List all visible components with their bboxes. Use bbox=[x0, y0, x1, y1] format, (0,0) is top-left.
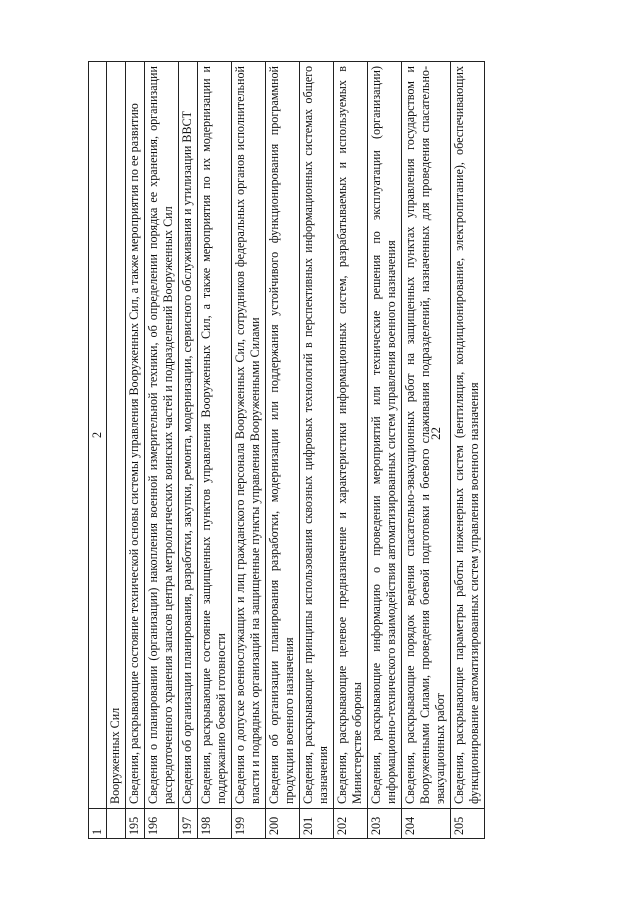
row-text-cell: Сведения, раскрывающие состояние защищенных пунктов управления Вооруженных Сил, а также мероприятия по их модернизации и поддержанию боевой готовности bbox=[198, 62, 232, 809]
row-text-cell: Сведения, раскрывающие порядок ведения спасательно-эвакуационных работ на защищенных пунктах управления государством и Вооруженными Силами, проведения боевой подготовки и боевого слаживания подразделений, назначенных для проведения спасательно-эвакуационных работ bbox=[402, 62, 451, 809]
row-number-cell: 198 bbox=[198, 809, 232, 839]
row-text-cell: Сведения, раскрывающие параметры работы инженерных систем (вентиляция, кондиционирование, электропитание), обеспечивающих функционирование автоматизированных систем управления военного назначения bbox=[451, 62, 485, 809]
row-number-cell: 202 bbox=[334, 809, 368, 839]
row-text-cell: Вооруженных Сил bbox=[107, 62, 126, 809]
table-row bbox=[334, 62, 368, 839]
row-number-cell bbox=[107, 809, 126, 839]
row-text-cell: Сведения об организации планирования разработки, модернизации или поддержания устойчивого функционирования программной продукции военного назначения bbox=[266, 62, 300, 809]
row-number-cell: 200 bbox=[266, 809, 300, 839]
rotated-page-content bbox=[88, 61, 584, 839]
row-number-cell: 201 bbox=[300, 809, 334, 839]
row-text-cell: Сведения, раскрывающие целевое предназначение и характеристики информационных систем, разрабатываемых и используемых в Министерстве обороны bbox=[334, 62, 368, 809]
table-row bbox=[232, 62, 266, 839]
row-text-cell: Сведения, раскрывающие информацию о проведении мероприятий или технические решения по эксплуатации (организации) информационно-технического взаимодействия автоматизированных систем управления военного назначения bbox=[368, 62, 402, 809]
row-text-cell: Сведения о планировании (организации) накопления военной измерительной техники, об определении порядка ее хранения, организации рассредоточенного хранения запасов центра метрологических воинских частей и подразделений Вооруженных Сил bbox=[145, 62, 179, 809]
row-number-cell: 196 bbox=[145, 809, 179, 839]
row-number-cell: 203 bbox=[368, 809, 402, 839]
row-number-cell: 204 bbox=[402, 809, 451, 839]
table-header-row bbox=[89, 62, 107, 839]
header-col-2: 2 bbox=[89, 62, 107, 809]
row-text-cell: Сведения, раскрывающие состояние технической основы системы управления Вооруженных Сил, а также мероприятия по ее развитию bbox=[126, 62, 145, 809]
table-row bbox=[179, 62, 198, 839]
table-row bbox=[300, 62, 334, 839]
row-number-cell: 197 bbox=[179, 809, 198, 839]
page-number: 22 bbox=[428, 427, 443, 440]
table-row bbox=[145, 62, 179, 839]
row-text-cell: Сведения о допуске военнослужащих и лиц гражданского персонала Вооруженных Сил, сотрудников федеральных органов исполнительной власти и подрядных организаций на защищенные пункты управления Вооруженными Силами bbox=[232, 62, 266, 809]
table-row bbox=[126, 62, 145, 839]
data-table bbox=[88, 61, 485, 839]
table-row bbox=[266, 62, 300, 839]
table-row-lead bbox=[107, 62, 126, 839]
table-row bbox=[402, 62, 451, 839]
table-row bbox=[198, 62, 232, 839]
row-number-cell: 195 bbox=[126, 809, 145, 839]
row-number-cell: 205 bbox=[451, 809, 485, 839]
header-col-1: 1 bbox=[89, 809, 107, 839]
table-row bbox=[368, 62, 402, 839]
row-text-cell: Сведения об организации планирования, разработки, закупки, ремонта, модернизации, сервисного обслуживания и утилизации ВВСТ bbox=[179, 62, 198, 809]
table-row bbox=[451, 62, 485, 839]
row-text-cell: Сведения, раскрывающие принципы использования сквозных цифровых технологий в перспективных информационных системах общего назначения bbox=[300, 62, 334, 809]
row-number-cell: 199 bbox=[232, 809, 266, 839]
